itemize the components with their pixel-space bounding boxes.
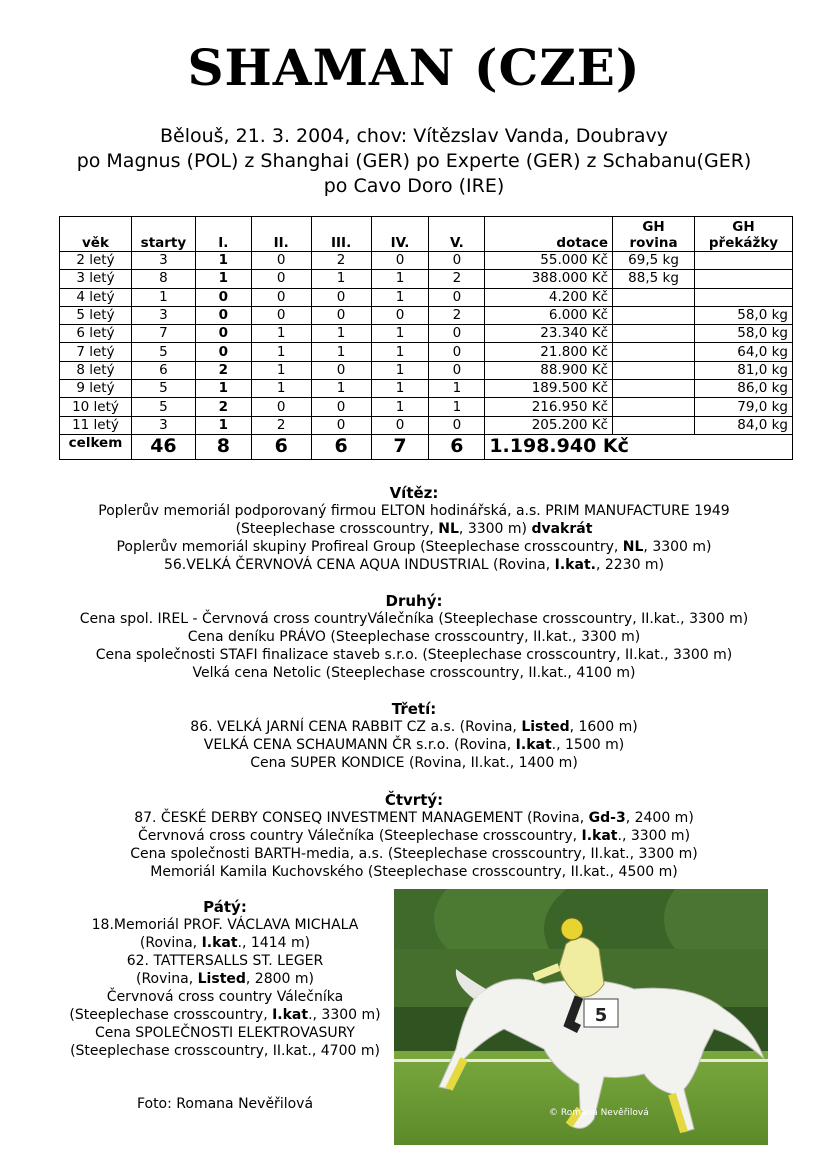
table-cell: 0 — [311, 416, 371, 434]
table-cell: 0 — [251, 270, 311, 288]
race-line — [0, 502, 828, 520]
table-cell: 0 — [311, 361, 371, 379]
race-text-bold: I.kat — [581, 828, 618, 844]
table-cell — [613, 398, 695, 416]
table-header-cell: I. — [195, 217, 251, 252]
table-cell: 1 — [195, 270, 251, 288]
table-cell: 8 letý — [60, 361, 132, 379]
page-title: SHAMAN (CZE) — [187, 38, 641, 97]
table-cell: 1 — [371, 343, 429, 361]
table-header-cell: věk — [60, 217, 132, 252]
race-text: ., 3300 m) — [308, 1007, 381, 1023]
race-text: , 3300 m) — [458, 521, 532, 537]
table-cell: 69,5 kg — [613, 252, 695, 270]
race-text: Červnová cross country Válečníka (Steeplechase crosscountry, — [137, 828, 582, 844]
table-total-cell: 6 — [311, 434, 371, 459]
section-fourth — [0, 791, 828, 881]
race-text: (Steeplechase crosscountry, II.kat., 4700 m) — [70, 1043, 380, 1059]
section-heading: Třetí: — [391, 700, 437, 718]
table-cell: 55.000 Kč — [485, 252, 613, 270]
section-fifth — [60, 898, 390, 1060]
photo-watermark: © Romana Nevěřilová — [549, 1108, 649, 1118]
race-text: 18.Memoriál PROF. VÁCLAVA MICHALA — [91, 917, 359, 933]
table-cell: 1 — [251, 380, 311, 398]
pedigree-line: po Magnus (POL) z Shanghai (GER) po Experte (GER) z Schabanu(GER) — [76, 150, 752, 172]
table-cell: 1 — [429, 380, 485, 398]
table-header-cell: GH rovina — [613, 217, 695, 252]
saddle-number: 5 — [594, 1005, 608, 1026]
section-second — [0, 592, 828, 682]
table-cell: 0 — [429, 343, 485, 361]
race-text: Cena spol. IREL - Červnová cross countryVálečníka (Steeplechase crosscountry, II.kat., 3300 m) — [79, 611, 749, 627]
table-cell: 0 — [251, 398, 311, 416]
race-text-bold: NL — [622, 539, 644, 555]
table-cell: 58,0 kg — [695, 325, 793, 343]
race-text-bold: dvakrát — [531, 521, 593, 537]
table-cell: 6.000 Kč — [485, 306, 613, 324]
table-cell: 2 letý — [60, 252, 132, 270]
race-line — [0, 863, 828, 881]
table-cell: 0 — [429, 416, 485, 434]
table-total-cell: celkem — [60, 434, 132, 459]
table-cell: 0 — [371, 416, 429, 434]
table-cell: 0 — [311, 398, 371, 416]
table-cell: 21.800 Kč — [485, 343, 613, 361]
race-line — [60, 934, 390, 952]
race-text: (Rovina, — [135, 971, 198, 987]
table-header-cell: III. — [311, 217, 371, 252]
race-line — [0, 845, 828, 863]
race-text-bold: Listed — [197, 971, 246, 987]
table-cell: 0 — [371, 306, 429, 324]
table-row — [60, 416, 793, 434]
race-text: Cena SUPER KONDICE (Rovina, II.kat., 1400 m) — [250, 755, 578, 771]
table-row — [60, 361, 793, 379]
race-text: Cena deníku PRÁVO (Steeplechase crosscountry, II.kat., 3300 m) — [187, 629, 641, 645]
table-cell: 0 — [371, 252, 429, 270]
race-line — [60, 916, 390, 934]
table-cell: 0 — [251, 306, 311, 324]
race-line — [60, 952, 390, 970]
table-header-cell: IV. — [371, 217, 429, 252]
table-header-cell: GH překážky — [695, 217, 793, 252]
table-cell: 189.500 Kč — [485, 380, 613, 398]
table-total-cell: 8 — [195, 434, 251, 459]
table-total-cell: 6 — [429, 434, 485, 459]
race-text: Poplerův memoriál skupiny Profireal Group (Steeplechase crosscountry, — [116, 539, 623, 555]
table-cell: 23.340 Kč — [485, 325, 613, 343]
race-text: 86. VELKÁ JARNÍ CENA RABBIT CZ a.s. (Rovina, — [190, 719, 522, 735]
table-cell: 4 letý — [60, 288, 132, 306]
table-cell: 7 — [131, 325, 195, 343]
table-cell: 6 letý — [60, 325, 132, 343]
table-cell: 58,0 kg — [695, 306, 793, 324]
table-cell: 9 letý — [60, 380, 132, 398]
table-cell: 0 — [195, 325, 251, 343]
table-cell: 84,0 kg — [695, 416, 793, 434]
table-cell: 0 — [195, 288, 251, 306]
table-cell: 1 — [195, 252, 251, 270]
race-line — [0, 718, 828, 736]
table-cell: 1 — [251, 325, 311, 343]
table-cell: 2 — [311, 252, 371, 270]
table-cell: 5 — [131, 398, 195, 416]
table-row — [60, 380, 793, 398]
table-cell: 2 — [251, 416, 311, 434]
table-header-cell: II. — [251, 217, 311, 252]
table-header-cell: starty — [131, 217, 195, 252]
table-row — [60, 398, 793, 416]
table-total-cell: 7 — [371, 434, 429, 459]
table-cell: 5 letý — [60, 306, 132, 324]
table-cell — [695, 288, 793, 306]
table-cell: 1 — [371, 270, 429, 288]
table-cell: 0 — [251, 252, 311, 270]
table-cell: 0 — [429, 325, 485, 343]
race-text-bold: Gd-3 — [588, 810, 626, 826]
race-line — [0, 520, 828, 538]
race-text: 56.VELKÁ ČERVNOVÁ CENA AQUA INDUSTRIAL (Rovina, — [163, 557, 555, 573]
section-heading: Pátý: — [203, 898, 247, 916]
table-header-cell: dotace — [485, 217, 613, 252]
table-total-cell: 46 — [131, 434, 195, 459]
table-cell: 1 — [371, 398, 429, 416]
table-cell: 1 — [251, 343, 311, 361]
table-cell: 2 — [429, 306, 485, 324]
table-cell: 1 — [371, 380, 429, 398]
table-cell — [613, 343, 695, 361]
table-cell: 1 — [195, 380, 251, 398]
race-line — [0, 809, 828, 827]
section-heading: Vítěz: — [389, 484, 439, 502]
pedigree-line: po Cavo Doro (IRE) — [323, 175, 505, 197]
table-cell: 88,5 kg — [613, 270, 695, 288]
table-row — [60, 325, 793, 343]
race-line — [0, 827, 828, 845]
table-cell: 1 — [371, 288, 429, 306]
pedigree-block — [0, 124, 828, 199]
table-header-row — [60, 217, 793, 252]
section-heading: Čtvrtý: — [384, 791, 444, 809]
race-text-bold: I.kat — [201, 935, 238, 951]
table-cell: 3 — [131, 416, 195, 434]
table-cell: 2 — [195, 361, 251, 379]
table-cell: 388.000 Kč — [485, 270, 613, 288]
race-text: (Steeplechase crosscountry, — [235, 521, 439, 537]
section-winner — [0, 484, 828, 574]
table-row — [60, 288, 793, 306]
table-cell: 86,0 kg — [695, 380, 793, 398]
race-line — [60, 1006, 390, 1024]
table-cell — [613, 416, 695, 434]
table-cell: 3 letý — [60, 270, 132, 288]
race-line — [60, 1024, 390, 1042]
table-cell: 8 — [131, 270, 195, 288]
race-line — [60, 988, 390, 1006]
race-text: VELKÁ CENA SCHAUMANN ČR s.r.o. (Rovina, — [203, 737, 516, 753]
table-cell: 205.200 Kč — [485, 416, 613, 434]
table-cell — [695, 270, 793, 288]
table-cell: 4.200 Kč — [485, 288, 613, 306]
section-third — [0, 700, 828, 772]
race-text: , 3300 m) — [643, 539, 712, 555]
table-cell: 1 — [371, 361, 429, 379]
race-text: ., 1500 m) — [551, 737, 625, 753]
race-text: Memoriál Kamila Kuchovského (Steeplechase crosscountry, II.kat., 4500 m) — [150, 864, 678, 880]
table-cell: 3 — [131, 252, 195, 270]
table-cell: 1 — [131, 288, 195, 306]
table-cell: 0 — [195, 306, 251, 324]
race-text: Cena společnosti BARTH-media, a.s. (Steeplechase crosscountry, II.kat., 3300 m) — [130, 846, 698, 862]
table-total-cell: 1.198.940 Kč — [485, 434, 793, 459]
table-cell: 5 — [131, 343, 195, 361]
table-cell: 2 — [429, 270, 485, 288]
table-cell: 1 — [311, 270, 371, 288]
race-text: ., 3300 m) — [617, 828, 691, 844]
table-cell: 1 — [311, 380, 371, 398]
race-text-bold: I.kat — [272, 1007, 309, 1023]
race-text-bold: I.kat — [515, 737, 552, 753]
race-text-bold: NL — [438, 521, 459, 537]
race-line — [60, 970, 390, 988]
table-cell: 7 letý — [60, 343, 132, 361]
table-cell: 1 — [429, 398, 485, 416]
table-cell — [613, 380, 695, 398]
race-line — [0, 646, 828, 664]
table-cell: 0 — [251, 288, 311, 306]
race-text: , 2230 m) — [595, 557, 665, 573]
photo-credit: Foto: Romana Nevěřilová — [136, 1096, 314, 1112]
race-text: , 2400 m) — [625, 810, 694, 826]
race-line — [0, 610, 828, 628]
table-cell: 79,0 kg — [695, 398, 793, 416]
table-cell: 1 — [371, 325, 429, 343]
table-cell: 216.950 Kč — [485, 398, 613, 416]
race-line — [0, 556, 828, 574]
table-cell — [695, 252, 793, 270]
table-cell: 81,0 kg — [695, 361, 793, 379]
table-row — [60, 270, 793, 288]
table-cell: 1 — [311, 325, 371, 343]
table-cell: 10 letý — [60, 398, 132, 416]
table-cell: 11 letý — [60, 416, 132, 434]
table-cell: 0 — [429, 252, 485, 270]
race-line — [0, 754, 828, 772]
table-cell — [613, 361, 695, 379]
table-cell: 64,0 kg — [695, 343, 793, 361]
table-cell: 3 — [131, 306, 195, 324]
table-cell — [613, 288, 695, 306]
table-cell: 0 — [429, 288, 485, 306]
horse-photo-illustration — [394, 889, 768, 1145]
race-text: Poplerův memoriál podporovaný firmou ELTON hodinářská, a.s. PRIM MANUFACTURE 1949 — [98, 503, 730, 519]
table-cell: 88.900 Kč — [485, 361, 613, 379]
table-cell: 0 — [429, 361, 485, 379]
race-text: , 2800 m) — [245, 971, 314, 987]
table-cell — [613, 325, 695, 343]
table-cell: 1 — [195, 416, 251, 434]
table-cell: 5 — [131, 380, 195, 398]
race-text: Cena společnosti STAFI finalizace staveb s.r.o. (Steeplechase crosscountry, II.kat., 3300 m) — [95, 647, 733, 663]
section-heading: Druhý: — [385, 592, 443, 610]
table-row — [60, 252, 793, 270]
table-cell: 0 — [311, 306, 371, 324]
race-text: Červnová cross country Válečníka — [106, 989, 344, 1005]
table-cell: 1 — [311, 343, 371, 361]
table-row — [60, 343, 793, 361]
table-total-row — [60, 434, 793, 459]
table-cell: 1 — [251, 361, 311, 379]
table-cell: 0 — [195, 343, 251, 361]
horse-photo — [394, 889, 768, 1145]
race-line — [0, 664, 828, 682]
race-line — [0, 538, 828, 556]
race-text: Cena SPOLEČNOSTI ELEKTROVASURY — [95, 1025, 355, 1041]
race-text: 87. ČESKÉ DERBY CONSEQ INVESTMENT MANAGEMENT (Rovina, — [134, 810, 589, 826]
pedigree-line: Bělouš, 21. 3. 2004, chov: Vítězslav Vanda, Doubravy — [159, 125, 669, 147]
race-text: (Rovina, — [139, 935, 202, 951]
race-line — [0, 628, 828, 646]
race-text: , 1600 m) — [569, 719, 638, 735]
career-stats-table — [59, 216, 793, 460]
race-line — [60, 1042, 390, 1060]
table-row — [60, 306, 793, 324]
table-cell — [613, 306, 695, 324]
table-cell: 6 — [131, 361, 195, 379]
table-header-cell: V. — [429, 217, 485, 252]
race-text-bold: I.kat. — [554, 557, 596, 573]
race-text: ., 1414 m) — [237, 935, 311, 951]
race-text: Velká cena Netolic (Steeplechase crosscountry, II.kat., 4100 m) — [192, 665, 636, 681]
race-text: (Steeplechase crosscountry, — [69, 1007, 273, 1023]
table-cell: 2 — [195, 398, 251, 416]
race-text: 62. TATTERSALLS ST. LEGER — [126, 953, 324, 969]
race-text-bold: Listed — [521, 719, 570, 735]
race-line — [0, 736, 828, 754]
table-total-cell: 6 — [251, 434, 311, 459]
table-cell: 0 — [311, 288, 371, 306]
